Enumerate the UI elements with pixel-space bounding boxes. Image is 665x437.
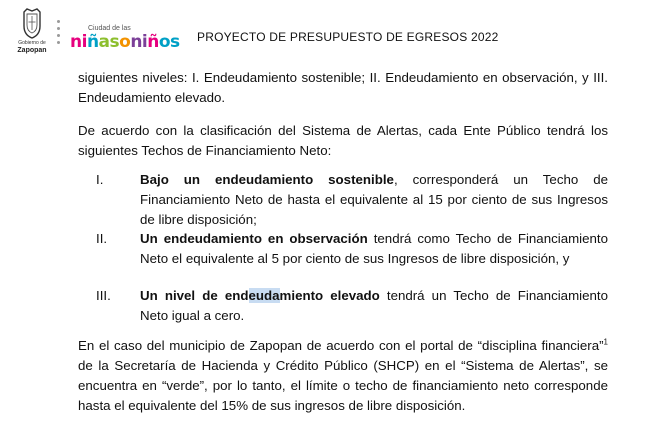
list-item-rest: tendrá como Techo de Financiamiento Neto el equivalente al 5 por ciento de sus Ingresos de libre disposición, y — [140, 231, 609, 266]
logo-caption-small: Gobierno de — [18, 40, 46, 46]
logo-ciudad-big-text: niñasoniños — [70, 32, 180, 52]
list-item-bold: Bajo un endeudamiento sostenible — [140, 172, 394, 187]
list-numeral: I. — [96, 172, 104, 187]
list-item-bold: Un nivel de endeudamiento elevado — [140, 288, 380, 303]
list-item-rest: , corresponderá un Techo de Financiamiento Neto de hasta el equivalente al 15 por ciento de sus Ingresos de libre disposición; — [140, 172, 608, 227]
list-item-rest: tendrá un Techo de Financiamiento Neto igual a cero. — [140, 288, 608, 323]
list-item — [78, 229, 608, 289]
list-item-text — [140, 170, 608, 230]
paragraph-zapopan-case: En el caso del municipio de Zapopan de acuerdo con el portal de “disciplina financiera”$^1$ de la Secretaría de Hacienda y Crédito Público (SHCP) en el “Sistema de Alertas”, se encuentra en “verde”, por lo tanto, el límite o techo de financiamiento neto corresponde hasta el equivalente del 15% de sus ingresos de libre disposición. — [78, 337, 608, 413]
list-item-text — [140, 229, 608, 269]
list-item-text — [140, 286, 608, 326]
text-selection-highlight: euda — [248, 288, 280, 303]
dotted-separator — [57, 20, 60, 48]
paragraph-levels: siguientes niveles: I. Endeudamiento sostenible; II. Endeudamiento en observación, y III. Endeudamiento elevado. — [78, 70, 608, 105]
list-item-bold: Un endeudamiento en observación — [140, 231, 368, 246]
ciudad-ninas-ninos-logo — [70, 25, 180, 55]
list-numeral: II. — [96, 231, 108, 246]
logo-caption-zapopan: Zapopan — [17, 47, 47, 54]
document-title: PROYECTO DE PRESUPUESTO DE EGRESOS 2022 — [197, 30, 499, 44]
list-numeral: III. — [96, 288, 111, 303]
list-item — [78, 170, 608, 230]
logo-ciudad-small-text: Ciudad de las — [88, 25, 131, 32]
page-header — [0, 0, 665, 62]
zapopan-logo — [14, 8, 50, 58]
footnote-marker: 1 — [603, 337, 608, 347]
zapopan-crest-icon — [14, 8, 50, 40]
paragraph-classification: De acuerdo con la clasificación del Sistema de Alertas, cada Ente Público tendrá los siguientes Techos de Financiamiento Neto: — [78, 123, 608, 158]
